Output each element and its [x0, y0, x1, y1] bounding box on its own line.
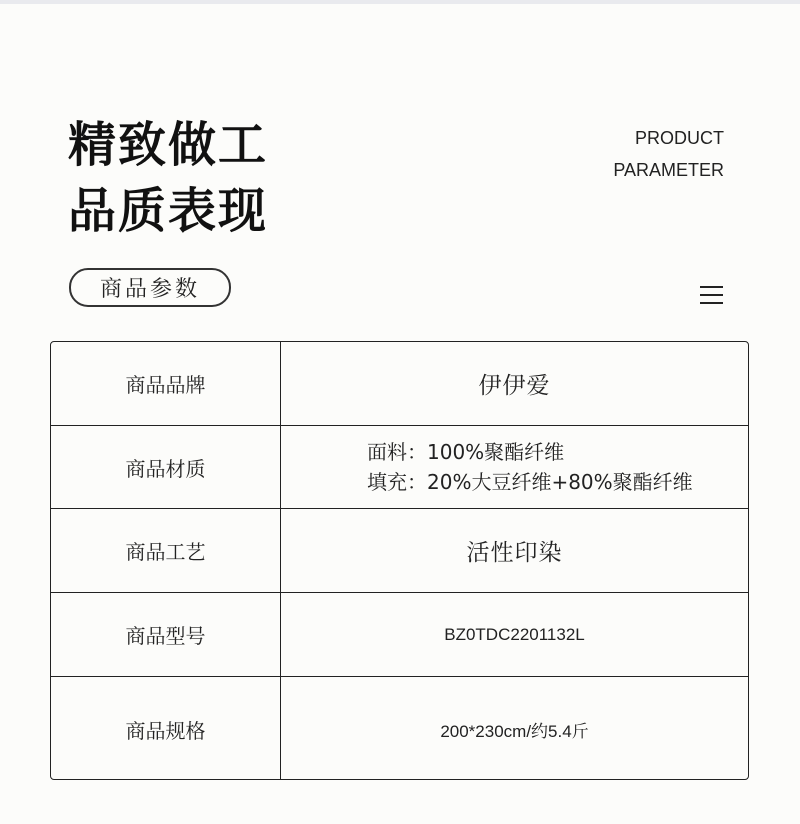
headline: [68, 112, 268, 244]
english-title: [613, 122, 724, 186]
row-value-line-1: 面料：100%聚酯纤维: [367, 440, 565, 464]
table-row-brand: [51, 342, 748, 426]
row-value: [281, 426, 748, 508]
table-row-material: [51, 426, 748, 509]
row-label: 商品型号: [51, 593, 281, 676]
headline-line-2: 品质表现: [68, 183, 269, 239]
section-label: 商品参数: [99, 277, 200, 302]
table-row-size: [51, 677, 748, 780]
row-label: 商品材质: [51, 426, 281, 508]
row-value-line-2: 填充：20%大豆纤维+80%聚酯纤维: [367, 470, 693, 494]
section-label-pill: [69, 268, 231, 307]
table-row-model: [51, 593, 748, 677]
row-label: 商品规格: [51, 677, 281, 780]
row-label: 商品工艺: [51, 509, 281, 592]
row-value: BZ0TDC2201132L: [444, 624, 585, 644]
row-value: 伊伊爱: [478, 373, 551, 399]
row-value: 活性印染: [466, 540, 563, 566]
row-value: 200*230cm/约5.4斤: [440, 721, 589, 741]
table-row-craft: [51, 509, 748, 593]
spec-table: [50, 341, 749, 780]
row-label: 商品品牌: [51, 342, 281, 425]
english-title-line-2: PARAMETER: [613, 160, 724, 180]
english-title-line-1: PRODUCT: [635, 128, 724, 148]
menu-icon[interactable]: [700, 286, 723, 305]
top-strip: [0, 0, 800, 4]
headline-line-1: 精致做工: [68, 117, 269, 173]
